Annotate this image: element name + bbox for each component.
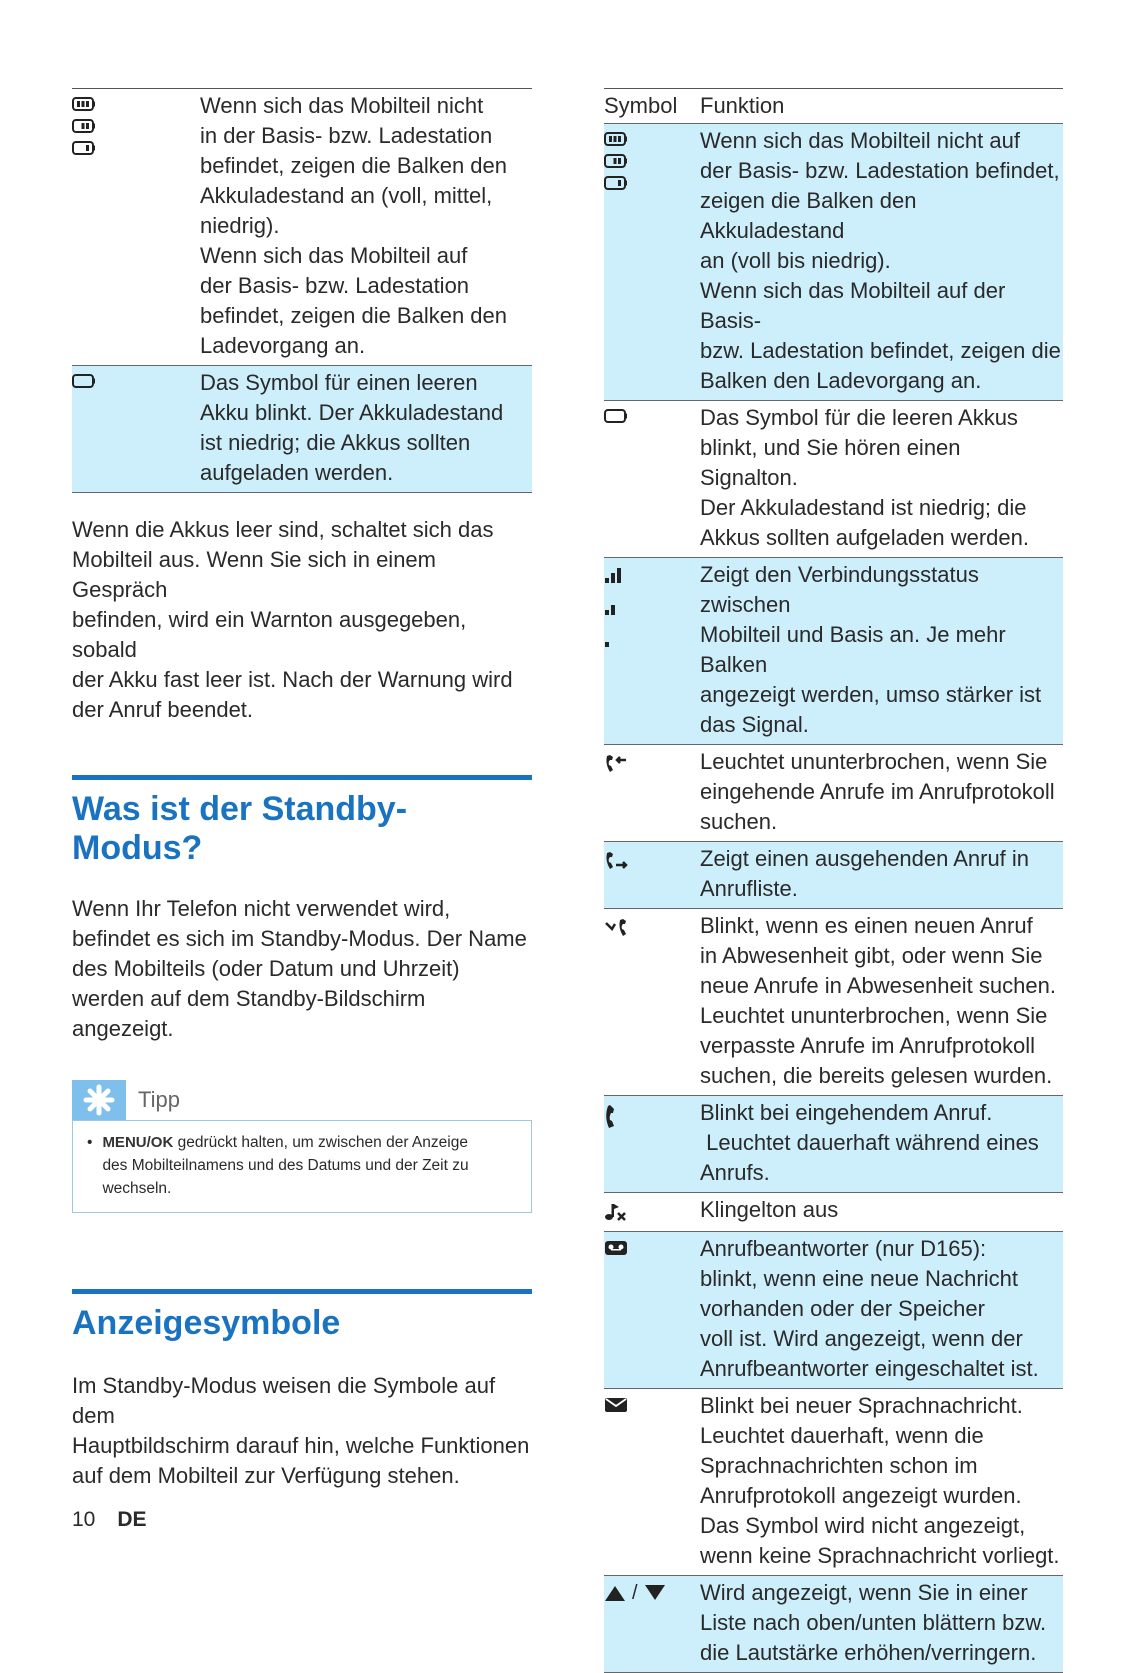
battery-medium-icon — [72, 119, 96, 133]
text-line: angezeigt werden, umso stärker ist — [700, 682, 1042, 707]
text-line: Mobilteil und Basis an. Je mehr Balken — [700, 622, 1006, 677]
table-row — [604, 1232, 1063, 1389]
phone-handset-icon — [604, 1104, 620, 1130]
text-line: Blinkt bei neuer Sprachnachricht. — [700, 1393, 1023, 1418]
text-line: Wenn sich das Mobilteil nicht auf — [700, 128, 1020, 153]
tip-body — [72, 1120, 532, 1213]
battery-note — [72, 515, 532, 725]
left-column — [72, 88, 532, 1491]
text-line: der Anruf beendet. — [72, 697, 254, 722]
symbol-cell — [72, 366, 200, 492]
text-line: Hauptbildschirm darauf hin, welche Funktionen — [72, 1433, 530, 1458]
answering-machine-icon — [604, 1240, 628, 1256]
text-line: befindet, zeigen die Balken den — [200, 303, 508, 328]
table-row — [604, 1096, 1063, 1193]
page-number: 10 — [72, 1508, 96, 1531]
text-line: Balken den Ladevorgang an. — [700, 368, 982, 393]
function-cell — [700, 558, 1063, 744]
text-line: auf dem Mobilteil zur Verfügung stehen. — [72, 1463, 460, 1488]
text-line: in Abwesenheit gibt, oder wenn Sie — [700, 943, 1043, 968]
text-line: Leuchtet ununterbrochen, wenn Sie — [700, 749, 1048, 774]
table-row — [604, 842, 1063, 909]
table-row — [604, 909, 1063, 1096]
table-row — [604, 1193, 1063, 1232]
battery-low-icon — [604, 176, 628, 190]
text-line: ist niedrig; die Akkus sollten — [200, 430, 471, 455]
text-line: Leuchtet dauerhaft, wenn die — [700, 1423, 984, 1448]
symbol-cell — [604, 1232, 700, 1388]
symbol-cell — [604, 1096, 700, 1192]
text-line: Der Akkuladestand ist niedrig; die — [700, 495, 1027, 520]
text-line: vorhanden oder der Speicher — [700, 1296, 985, 1321]
text-line: befindet es sich im Standby-Modus. Der Name — [72, 926, 527, 951]
text-line: Anrufprotokoll angezeigt wurden. — [700, 1483, 1022, 1508]
text-line: wechseln. — [102, 1180, 172, 1197]
table-row — [72, 366, 532, 493]
battery-full-icon — [604, 132, 628, 146]
text-line: gedrückt halten, um zwischen der Anzeige — [173, 1134, 468, 1151]
text-line: Ladevorgang an. — [200, 333, 366, 358]
text-line: blinkt, wenn eine neue Nachricht — [700, 1266, 1018, 1291]
text-line: Das Symbol für einen leeren — [200, 370, 478, 395]
text-line: niedrig). — [200, 213, 280, 238]
text-line: blinkt, und Sie hören einen Signalton. — [700, 435, 961, 490]
table-row — [604, 1389, 1063, 1576]
text-line: zeigen die Balken den Akkuladestand — [700, 188, 917, 243]
function-cell — [700, 401, 1063, 557]
text-line: des Mobilteils (oder Datum und Uhrzeit) — [72, 956, 460, 981]
symbols-table — [604, 88, 1063, 1673]
standby-section — [72, 775, 532, 1044]
text-line: der Basis- bzw. Ladestation — [200, 273, 470, 298]
text-line: Zeigt einen ausgehenden Anruf in — [700, 846, 1030, 871]
text-line: an (voll bis niedrig). — [700, 248, 891, 273]
signal-2-bars-icon — [604, 598, 626, 616]
signal-3-bars-icon — [604, 566, 626, 584]
function-cell — [700, 842, 1063, 908]
function-cell — [700, 124, 1063, 400]
function-cell — [700, 1193, 1063, 1231]
function-cell — [700, 1389, 1063, 1575]
function-cell — [700, 1096, 1063, 1192]
function-cell — [200, 89, 532, 365]
text-line: Akkuladestand an (voll, mittel, — [200, 183, 493, 208]
text-line: Wenn sich das Mobilteil auf der Basis- — [700, 278, 1006, 333]
text-line: neue Anrufe in Abwesenheit suchen. — [700, 973, 1056, 998]
tip-star-icon — [72, 1080, 126, 1120]
text-line: des Mobilteilnamens und des Datums und der Zeit zu — [102, 1157, 469, 1174]
table-row — [604, 401, 1063, 558]
text-line: aufgeladen werden. — [200, 460, 394, 485]
text-line: Wenn sich das Mobilteil nicht — [200, 93, 484, 118]
key-label: MENU/OK — [102, 1134, 174, 1151]
table-row — [72, 89, 532, 366]
tip-header — [72, 1080, 532, 1120]
symbol-cell — [604, 745, 700, 841]
bullet: • — [87, 1134, 93, 1151]
text-line: der Akku fast leer ist. Nach der Warnung wird — [72, 667, 513, 692]
text-line: Das Symbol wird nicht angezeigt, — [700, 1513, 1026, 1538]
table-row — [604, 124, 1063, 401]
text-line: Leuchtet ununterbrochen, wenn Sie — [700, 1003, 1048, 1028]
text-line: verpasste Anrufe im Anrufprotokoll — [700, 1033, 1036, 1058]
battery-medium-icon — [604, 154, 628, 168]
symbol-cell — [604, 842, 700, 908]
battery-full-icon — [72, 97, 96, 111]
icons-section — [72, 1289, 532, 1491]
text-line: Anrufbeantworter (nur D165): — [700, 1236, 987, 1261]
battery-table — [72, 88, 532, 493]
table-header — [604, 88, 1063, 124]
text-line: Zeigt den Verbindungsstatus zwischen — [700, 562, 979, 617]
text-line: Klingelton aus — [700, 1197, 839, 1222]
text-line: in der Basis- bzw. Ladestation — [200, 123, 493, 148]
symbol-cell — [72, 89, 200, 365]
text-line: Mobilteil aus. Wenn Sie sich in einem Gespräch — [72, 547, 436, 602]
function-cell — [700, 745, 1063, 841]
symbol-cell — [604, 401, 700, 557]
text-line: Anrufliste. — [700, 876, 798, 901]
battery-empty-icon — [604, 409, 628, 423]
battery-empty-icon — [72, 374, 96, 388]
text-line: bzw. Ladestation befindet, zeigen die — [700, 338, 1061, 363]
text-line: Wenn sich das Mobilteil auf — [200, 243, 468, 268]
text-line: wenn keine Sprachnachricht vorliegt. — [700, 1543, 1060, 1568]
symbol-cell — [604, 909, 700, 1095]
incoming-call-icon — [604, 753, 630, 775]
text-line: Blinkt bei eingehendem Anruf. — [700, 1100, 993, 1125]
text-line: das Signal. — [700, 712, 809, 737]
text-line: Anrufs. — [700, 1160, 770, 1185]
section-heading: Anzeigesymbole — [72, 1289, 532, 1343]
text-line: die Lautstärke erhöhen/verringern. — [700, 1640, 1037, 1665]
text-line: der Basis- bzw. Ladestation befindet, — [700, 158, 1060, 183]
symbol-cell — [604, 1193, 700, 1231]
missed-call-icon — [604, 917, 630, 939]
symbol-cell — [604, 558, 700, 744]
text-line: voll ist. Wird angezeigt, wenn der — [700, 1326, 1023, 1351]
text-line: Leuchtet dauerhaft während eines — [700, 1130, 1039, 1155]
symbol-cell — [604, 124, 700, 400]
function-cell — [700, 1576, 1063, 1672]
section-heading: Was ist der Standby-Modus? — [72, 775, 532, 868]
table-row — [604, 1576, 1063, 1673]
arrow-up-icon — [604, 1584, 626, 1602]
table-row — [604, 745, 1063, 842]
header-function: Funktion — [700, 93, 785, 118]
tip-box — [72, 1080, 532, 1213]
text-line: befindet, zeigen die Balken den — [200, 153, 508, 178]
text-line: Akku blinkt. Der Akkuladestand — [200, 400, 504, 425]
language-code: DE — [117, 1508, 147, 1531]
table-row — [604, 558, 1063, 745]
text-line: suchen. — [700, 809, 778, 834]
page-footer — [72, 1508, 147, 1532]
function-cell — [700, 909, 1063, 1095]
function-cell — [200, 366, 532, 492]
header-symbol: Symbol — [604, 93, 678, 118]
text-line: Liste nach oben/unten blättern bzw. — [700, 1610, 1047, 1635]
text-line: Akkus sollten aufgeladen werden. — [700, 525, 1029, 550]
text-line: Wenn Ihr Telefon nicht verwendet wird, — [72, 896, 451, 921]
text-line: Wenn die Akkus leer sind, schaltet sich das — [72, 517, 494, 542]
text-line: Sprachnachrichten schon im — [700, 1453, 978, 1478]
symbol-cell — [604, 1576, 700, 1672]
text-line: eingehende Anrufe im Anrufprotokoll — [700, 779, 1055, 804]
arrow-separator: / — [632, 1582, 638, 1604]
symbol-cell — [604, 1389, 700, 1575]
text-line: Blinkt, wenn es einen neuen Anruf — [700, 913, 1033, 938]
outgoing-call-icon — [604, 850, 630, 872]
signal-1-bar-icon — [604, 630, 626, 648]
text-line: Anrufbeantworter eingeschaltet ist. — [700, 1356, 1039, 1381]
function-cell — [700, 1232, 1063, 1388]
arrow-down-icon — [644, 1584, 666, 1602]
tip-label: Tipp — [138, 1087, 180, 1112]
text-line: suchen, die bereits gelesen wurden. — [700, 1063, 1053, 1088]
text-line: Wird angezeigt, wenn Sie in einer — [700, 1580, 1028, 1605]
text-line: befinden, wird ein Warnton ausgegeben, sobald — [72, 607, 467, 662]
text-line: Das Symbol für die leeren Akkus — [700, 405, 1018, 430]
envelope-icon — [604, 1397, 628, 1413]
text-line: werden auf dem Standby-Bildschirm angezeigt. — [72, 986, 426, 1041]
battery-low-icon — [72, 141, 96, 155]
text-line: Im Standby-Modus weisen die Symbole auf dem — [72, 1373, 496, 1428]
ringer-off-icon — [604, 1201, 630, 1223]
